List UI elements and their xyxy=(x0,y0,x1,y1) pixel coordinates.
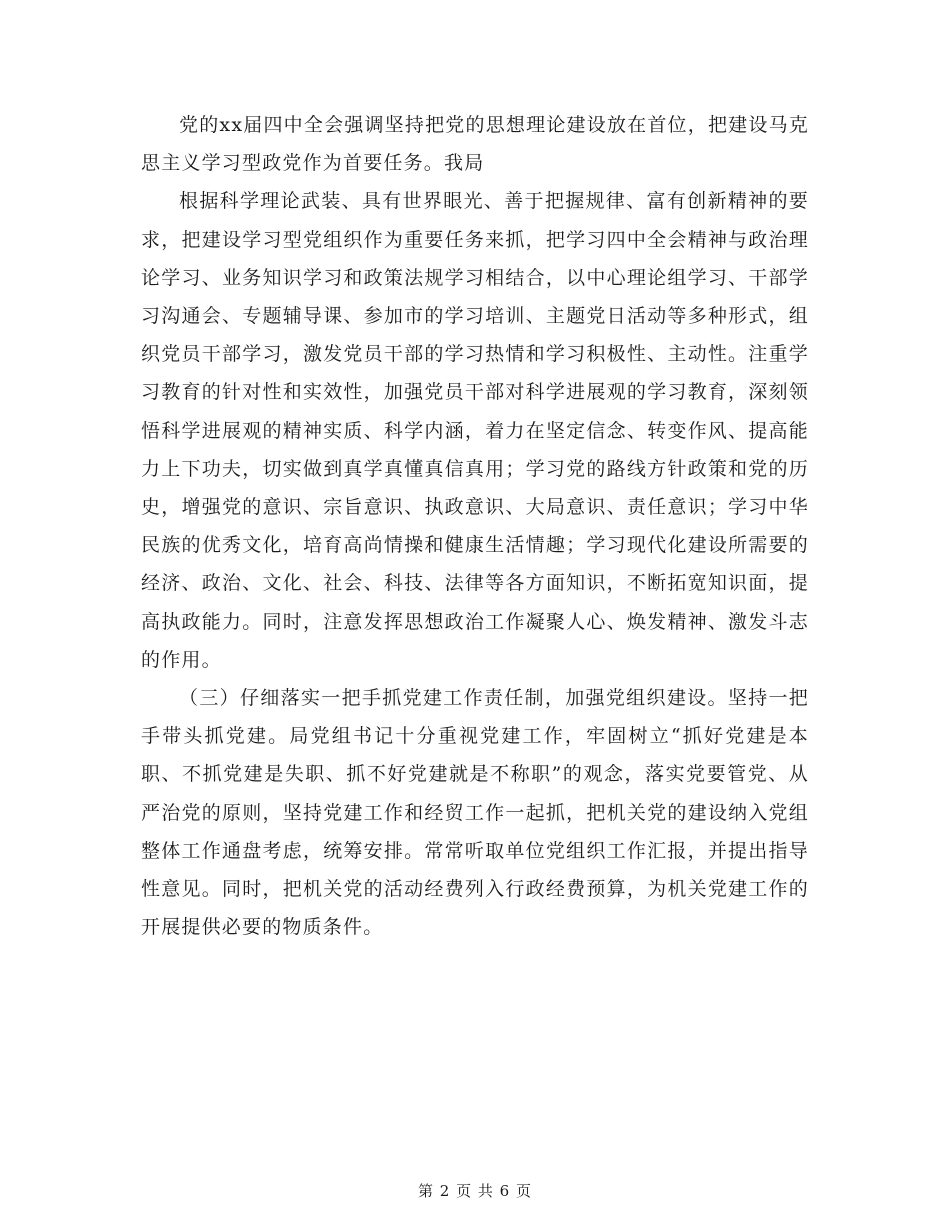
document-body xyxy=(141,106,809,946)
paragraph-2: 根据科学理论武装、具有世界眼光、善于把握规律、富有创新精神的要求，把建设学习型党组织作为重要任务来抓，把学习四中全会精神与政治理论学习、业务知识学习和政策法规学习相结合，以中心理论组学习、干部学习沟通会、专题辅导课、参加市的学习培训、主题党日活动等多种形式，组织党员干部学习，激发党员干部的学习热情和学习积极性、主动性。注重学习教育的针对性和实效性，加强党员干部对科学进展观的学习教育，深刻领悟科学进展观的精神实质、科学内涵，着力在坚定信念、转变作风、提高能力上下功夫，切实做到真学真懂真信真用；学习党的路线方针政策和党的历史，增强党的意识、宗旨意识、执政意识、大局意识、责任意识；学习中华民族的优秀文化，培育高尚情操和健康生活情趣；学习现代化建设所需要的经济、政治、文化、社会、科技、法律等各方面知识，不断拓宽知识面，提高执政能力。同时，注意发挥思想政治工作凝聚人心、焕发精神、激发斗志的作用。 xyxy=(141,190,809,671)
page-number-footer: 第 2 页 共 6 页 xyxy=(418,1182,532,1200)
paragraph-3: （三）仔细落实一把手抓党建工作责任制，加强党组织建设。坚持一把手带头抓党建。局党组书记十分重视党建工作，牢固树立“抓好党建是本职、不抓党建是失职、抓不好党建就是不称职”的观念，落实党要管党、从严治党的原则，坚持党建工作和经贸工作一起抓，把机关党的建设纳入党组整体工作通盘考虑，统筹安排。常常听取单位党组织工作汇报，并提出指导性意见。同时，把机关党的活动经费列入行政经费预算，为机关党建工作的开展提供必要的物质条件。 xyxy=(141,687,809,939)
paragraph-1: 党的xx届四中全会强调坚持把党的思想理论建设放在首位，把建设马克思主义学习型政党作为首要任务。我局 xyxy=(141,114,809,175)
